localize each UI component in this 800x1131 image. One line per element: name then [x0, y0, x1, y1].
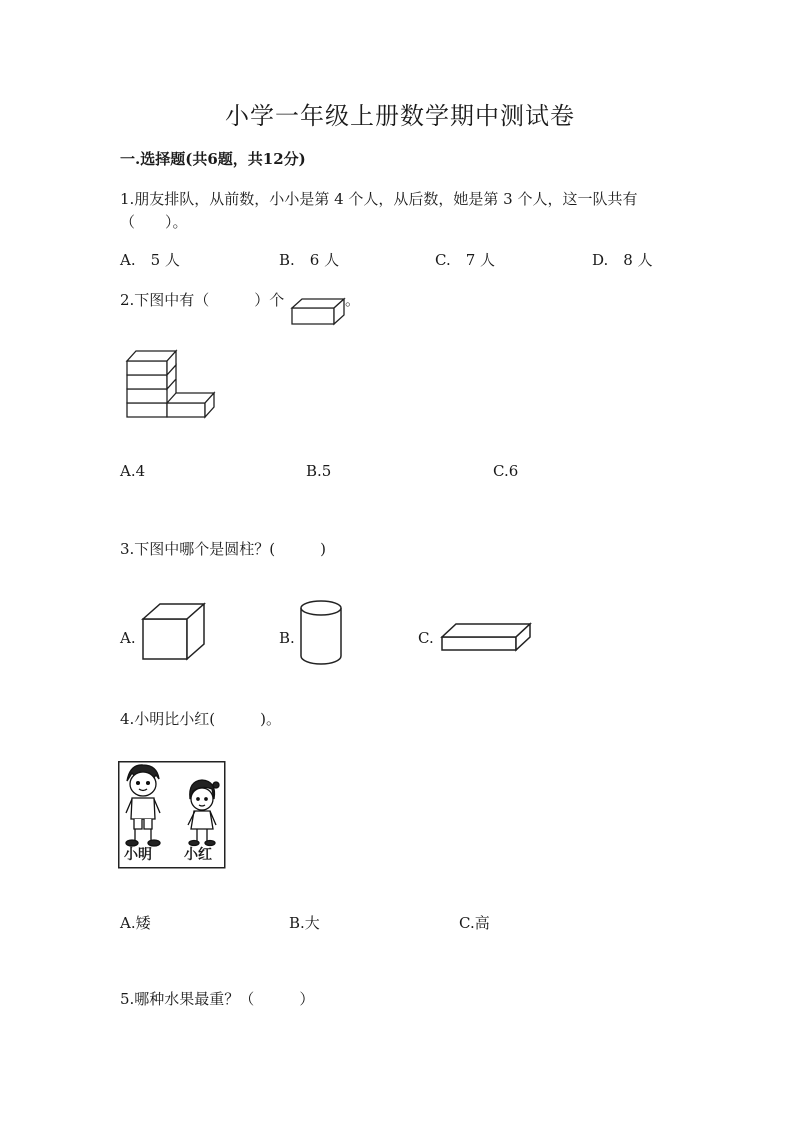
- q3-option-c[interactable]: C.: [418, 629, 434, 647]
- q3-option-b[interactable]: B.: [279, 629, 295, 647]
- q1-option-c[interactable]: C. 7 人: [435, 251, 496, 269]
- question-4-text: 4.小明比小红( )。: [120, 710, 282, 728]
- q2-option-b[interactable]: B.5: [306, 462, 332, 480]
- question-1-blank: （ ）。: [120, 213, 188, 231]
- page-title: 小学一年级上册数学期中测试卷: [225, 102, 575, 130]
- question-3-text: 3.下图中哪个是圆柱？( ): [120, 540, 327, 558]
- question-2-text: 2.下图中有（ ）个: [120, 291, 285, 309]
- q1-option-b[interactable]: B. 6 人: [279, 251, 340, 269]
- q4-option-a[interactable]: A.矮: [120, 914, 151, 932]
- q4-option-c[interactable]: C.高: [459, 914, 490, 932]
- caption-xiaoming: 小明: [124, 847, 152, 863]
- cuboid-reference-icon: [290, 296, 350, 326]
- flat-cuboid-figure: [440, 620, 535, 654]
- question-5-text: 5.哪种水果最重？（ ）: [120, 990, 315, 1008]
- section-heading: 一.选择题(共6题，共12分): [120, 150, 306, 168]
- q1-option-a[interactable]: A. 5 人: [120, 251, 180, 269]
- cylinder-figure: [298, 598, 344, 668]
- cube-figure: [140, 601, 212, 663]
- question-2-text-end: 。: [345, 291, 361, 309]
- q2-option-c[interactable]: C.6: [493, 462, 519, 480]
- q2-option-a[interactable]: A.4: [120, 462, 146, 480]
- q4-option-b[interactable]: B.大: [289, 914, 320, 932]
- q1-option-d[interactable]: D. 8 人: [592, 251, 653, 269]
- question-1-text: 1.朋友排队，从前数，小小是第 4 个人，从后数，她是第 3 个人，这一队共有: [120, 190, 638, 208]
- caption-xiaohong: 小红: [184, 847, 212, 863]
- stacked-cuboids-figure: [122, 346, 217, 421]
- q3-option-a[interactable]: A.: [120, 629, 136, 647]
